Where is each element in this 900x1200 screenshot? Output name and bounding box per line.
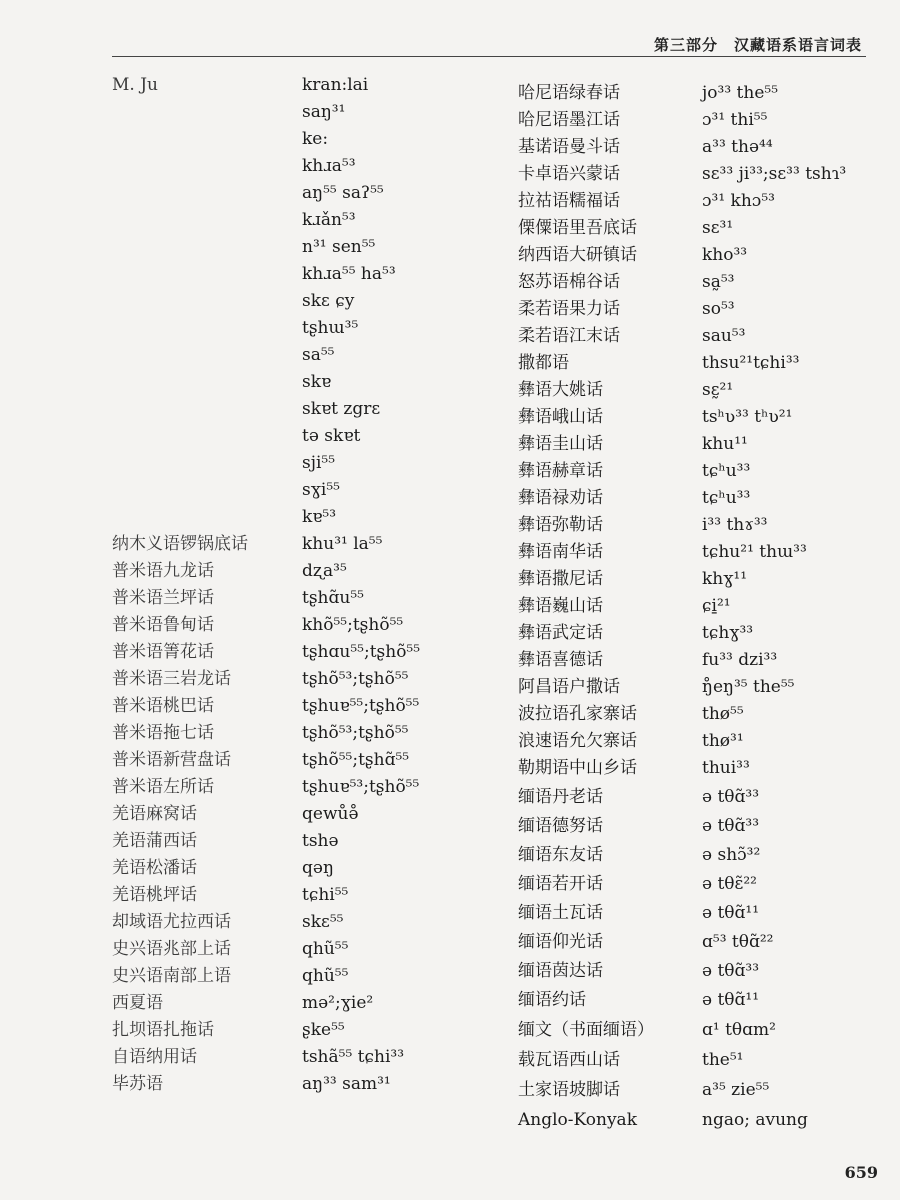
- word-form: ə shɔ̃³²: [702, 845, 761, 865]
- list-item: [112, 234, 512, 261]
- list-item: [112, 693, 512, 720]
- language-name: 彝语峨山话: [518, 407, 603, 427]
- word-form: khõ⁵⁵;tʂhõ⁵⁵: [302, 615, 404, 635]
- word-form: a³³ thə⁴⁴: [702, 137, 773, 157]
- list-item: [514, 161, 900, 188]
- list-item: [514, 842, 900, 869]
- language-name: 普米语鲁甸话: [112, 615, 214, 635]
- word-form: sji⁵⁵: [302, 453, 336, 473]
- language-name: M. Ju: [112, 75, 158, 95]
- word-form: thsu²¹tɕhi³³: [702, 353, 800, 373]
- language-name: 阿昌语户撒话: [518, 677, 620, 697]
- list-item: [514, 458, 900, 485]
- list-item: [514, 350, 900, 377]
- list-item: [112, 909, 512, 936]
- list-item: [112, 990, 512, 1017]
- word-form: n³¹ sen⁵⁵: [302, 237, 376, 257]
- word-form: ŋ̊eŋ³⁵ the⁵⁵: [702, 677, 795, 697]
- language-name: 彝语撒尼话: [518, 569, 603, 589]
- word-form: tʂhuɐ⁵⁵;tʂhõ⁵⁵: [302, 696, 420, 716]
- language-name: 缅语土瓦话: [518, 903, 603, 923]
- list-item: [112, 801, 512, 828]
- running-header: [0, 0, 900, 62]
- list-item: [514, 784, 900, 811]
- word-form: thø⁵⁵: [702, 704, 744, 724]
- language-name: 载瓦语西山话: [518, 1050, 620, 1070]
- word-form: the⁵¹: [702, 1050, 744, 1070]
- list-item: [112, 882, 512, 909]
- list-item: [112, 774, 512, 801]
- language-name: 普米语三岩龙话: [112, 669, 231, 689]
- language-name: 羌语桃坪话: [112, 885, 197, 905]
- word-form: ə tθɑ̃³³: [702, 816, 760, 836]
- word-form: tsʰʋ³³ tʰʋ²¹: [702, 407, 793, 427]
- list-item: [112, 72, 512, 99]
- list-item: [514, 701, 900, 728]
- word-form: ə tθɑ̃¹¹: [702, 903, 760, 923]
- language-name: 哈尼语墨江话: [518, 110, 620, 130]
- list-item: [112, 315, 512, 342]
- list-item: [112, 261, 512, 288]
- list-item: [514, 755, 900, 782]
- list-item: [112, 369, 512, 396]
- word-form: tʂhɯ³⁵: [302, 318, 359, 338]
- word-form: ə tθɑ̃³³: [702, 961, 760, 981]
- word-form: thui³³: [702, 758, 750, 778]
- list-item: [112, 936, 512, 963]
- word-form: tɕhu²¹ thɯ³³: [702, 542, 807, 562]
- language-name: 彝语禄劝话: [518, 488, 603, 508]
- word-form: i³³ thɤ³³: [702, 515, 768, 535]
- word-form: tʂhɑu⁵⁵;tʂhõ⁵⁵: [302, 642, 421, 662]
- list-item: [112, 828, 512, 855]
- list-item: [112, 747, 512, 774]
- language-name: 纳木义语锣锅底话: [112, 534, 248, 554]
- word-form: khu³¹ la⁵⁵: [302, 534, 383, 554]
- language-name: 撒都语: [518, 353, 569, 373]
- word-form: ɕi̱²¹: [702, 596, 731, 616]
- list-item: [514, 269, 900, 296]
- list-item: [112, 207, 512, 234]
- list-item: [514, 1077, 900, 1104]
- right-column: [514, 72, 900, 1152]
- list-item: [514, 80, 900, 107]
- language-name: 缅语茵达话: [518, 961, 603, 981]
- word-form: ke:: [302, 129, 329, 149]
- list-item: [514, 674, 900, 701]
- list-item: [514, 296, 900, 323]
- language-name: 彝语南华话: [518, 542, 603, 562]
- page-number: 659: [844, 1163, 878, 1182]
- list-item: [514, 431, 900, 458]
- word-form: so⁵³: [702, 299, 735, 319]
- list-item: [112, 342, 512, 369]
- list-item: [514, 377, 900, 404]
- language-name: 却域语尤拉西话: [112, 912, 231, 932]
- word-form: qewůə̊: [302, 804, 359, 824]
- list-item: [112, 1071, 512, 1098]
- language-name: 普米语拖七话: [112, 723, 214, 743]
- word-form: skɐ: [302, 372, 332, 392]
- language-name: 普米语九龙话: [112, 561, 214, 581]
- word-form: tʂhõ⁵³;tʂhõ⁵⁵: [302, 723, 409, 743]
- word-form: tʂhɑ̃u⁵⁵: [302, 588, 364, 608]
- language-name: 卡卓语兴蒙话: [518, 164, 620, 184]
- list-item: [112, 126, 512, 153]
- word-form: tʂhuɐ⁵³;tʂhõ⁵⁵: [302, 777, 420, 797]
- language-name: 缅语丹老话: [518, 787, 603, 807]
- list-item: [112, 153, 512, 180]
- language-name: 普米语左所话: [112, 777, 214, 797]
- language-name: 羌语松潘话: [112, 858, 197, 878]
- word-form: fu³³ dzi³³: [702, 650, 778, 670]
- language-name: 西夏语: [112, 993, 163, 1013]
- word-form: sɣi⁵⁵: [302, 480, 340, 500]
- list-item: [112, 639, 512, 666]
- language-name: 基诺语曼斗话: [518, 137, 620, 157]
- language-name: 缅语仰光话: [518, 932, 603, 952]
- list-item: [112, 396, 512, 423]
- language-name: 彝语弥勒话: [518, 515, 603, 535]
- word-form: khu¹¹: [702, 434, 748, 454]
- language-name: 羌语蒲西话: [112, 831, 197, 851]
- word-form: kɹǎn⁵³: [302, 210, 356, 230]
- word-form: skɛ⁵⁵: [302, 912, 344, 932]
- word-form: qhũ⁵⁵: [302, 966, 349, 986]
- list-item: [514, 1107, 900, 1134]
- word-form: tshã⁵⁵ tɕhi³³: [302, 1047, 405, 1067]
- list-item: [112, 504, 512, 531]
- list-item: [514, 188, 900, 215]
- list-item: [514, 987, 900, 1014]
- list-item: [112, 855, 512, 882]
- word-form: tɕʰu³³: [702, 488, 751, 508]
- language-name: 柔若语果力话: [518, 299, 620, 319]
- word-form: aŋ³³ sam³¹: [302, 1074, 391, 1094]
- word-form: jo³³ the⁵⁵: [702, 83, 779, 103]
- list-item: [514, 1047, 900, 1074]
- word-form: ɔ³¹ khɔ⁵³: [702, 191, 775, 211]
- word-form: sɛ³³ ji³³;sɛ³³ tshɿ³: [702, 164, 847, 184]
- list-item: [112, 666, 512, 693]
- word-form: khɣ¹¹: [702, 569, 748, 589]
- word-form: ə tθɛ̃²²: [702, 874, 757, 894]
- list-item: [112, 180, 512, 207]
- list-item: [112, 477, 512, 504]
- list-item: [112, 612, 512, 639]
- word-form: dʐa³⁵: [302, 561, 347, 581]
- list-item: [112, 585, 512, 612]
- language-name: 傈僳语里吾底话: [518, 218, 637, 238]
- list-item: [514, 958, 900, 985]
- list-item: [514, 323, 900, 350]
- word-form: tʂhõ⁵⁵;tʂhɑ̃⁵⁵: [302, 750, 410, 770]
- list-item: [514, 813, 900, 840]
- language-name: 缅语若开话: [518, 874, 603, 894]
- word-form: tɕhi⁵⁵: [302, 885, 349, 905]
- word-form: sa̰⁵³: [702, 272, 735, 292]
- language-name: 波拉语孔家寨话: [518, 704, 637, 724]
- word-form: khɹa⁵³: [302, 156, 356, 176]
- word-form: khɹa⁵⁵ ha⁵³: [302, 264, 396, 284]
- word-form: skɛ ɕy: [302, 291, 355, 311]
- language-name: 彝语喜德话: [518, 650, 603, 670]
- word-form: thø³¹: [702, 731, 744, 751]
- list-item: [112, 558, 512, 585]
- language-name: 普米语新营盘话: [112, 750, 231, 770]
- list-item: [514, 871, 900, 898]
- language-name: 彝语大姚话: [518, 380, 603, 400]
- list-item: [514, 107, 900, 134]
- word-form: ə tθɑ̃¹¹: [702, 990, 760, 1010]
- word-form: kɐ⁵³: [302, 507, 337, 527]
- language-name: 自语纳用话: [112, 1047, 197, 1067]
- list-item: [514, 539, 900, 566]
- language-name: 彝语圭山话: [518, 434, 603, 454]
- language-name: 普米语兰坪话: [112, 588, 214, 608]
- list-item: [514, 900, 900, 927]
- word-form: tɕʰu³³: [702, 461, 751, 481]
- word-form: qhũ⁵⁵: [302, 939, 349, 959]
- language-name: 史兴语兆部上话: [112, 939, 231, 959]
- language-name: 拉祜语糯福话: [518, 191, 620, 211]
- language-name: 哈尼语绿春话: [518, 83, 620, 103]
- list-item: [112, 531, 512, 558]
- language-name: 史兴语南部上语: [112, 966, 231, 986]
- list-item: [514, 929, 900, 956]
- list-item: [112, 423, 512, 450]
- word-form: tɕhɣ³³: [702, 623, 754, 643]
- list-item: [112, 288, 512, 315]
- word-form: kran:lai: [302, 75, 369, 95]
- list-item: [112, 963, 512, 990]
- language-name: 浪速语允欠寨话: [518, 731, 637, 751]
- language-name: 普米语桃巴话: [112, 696, 214, 716]
- language-name: Anglo-Konyak: [518, 1110, 637, 1130]
- list-item: [112, 450, 512, 477]
- list-item: [514, 566, 900, 593]
- list-item: [112, 1044, 512, 1071]
- header-rule: [112, 56, 866, 57]
- running-header-title: 第三部分 汉藏语系语言词表: [653, 36, 862, 54]
- list-item: [112, 99, 512, 126]
- word-form: sɛ³¹: [702, 218, 734, 238]
- word-form: kho³³: [702, 245, 748, 265]
- word-form: sau⁵³: [702, 326, 746, 346]
- list-item: [514, 485, 900, 512]
- word-form: ɑ¹ tθɑm²: [702, 1020, 776, 1040]
- list-item: [514, 620, 900, 647]
- word-form: tshə: [302, 831, 339, 851]
- language-name: 普米语箐花话: [112, 642, 214, 662]
- word-form: a³⁵ zie⁵⁵: [702, 1080, 770, 1100]
- language-name: 怒苏语棉谷话: [518, 272, 620, 292]
- list-item: [514, 593, 900, 620]
- word-form: qəŋ: [302, 858, 334, 878]
- word-form: sa⁵⁵: [302, 345, 335, 365]
- word-form: mə²;ɣie²: [302, 993, 374, 1013]
- language-name: 彝语赫章话: [518, 461, 603, 481]
- word-form: ɑ⁵³ tθɑ̃²²: [702, 932, 774, 952]
- language-name: 毕苏语: [112, 1074, 163, 1094]
- word-form: skɐt zgrɛ: [302, 399, 381, 419]
- list-item: [514, 215, 900, 242]
- left-column: [112, 72, 512, 1152]
- list-item: [514, 1017, 900, 1044]
- language-name: 彝语武定话: [518, 623, 603, 643]
- word-form: tə skɐt: [302, 426, 361, 446]
- word-form: tʂhõ⁵³;tʂhõ⁵⁵: [302, 669, 409, 689]
- word-form: ə tθɑ̃³³: [702, 787, 760, 807]
- language-name: 扎坝语扎拖话: [112, 1020, 214, 1040]
- word-form: sɛ̰²¹: [702, 380, 734, 400]
- language-name: 彝语巍山话: [518, 596, 603, 616]
- list-item: [514, 242, 900, 269]
- list-item: [514, 134, 900, 161]
- word-form: ʂke⁵⁵: [302, 1020, 345, 1040]
- language-name: 缅语德努话: [518, 816, 603, 836]
- word-form: aŋ⁵⁵ saʔ⁵⁵: [302, 183, 384, 203]
- list-item: [112, 1017, 512, 1044]
- language-name: 勒期语中山乡话: [518, 758, 637, 778]
- list-item: [112, 720, 512, 747]
- list-item: [514, 647, 900, 674]
- word-form: ɔ³¹ thi⁵⁵: [702, 110, 768, 130]
- list-item: [514, 404, 900, 431]
- language-name: 缅语约话: [518, 990, 586, 1010]
- language-name: 土家语坡脚话: [518, 1080, 620, 1100]
- list-item: [514, 728, 900, 755]
- language-name: 纳西语大研镇话: [518, 245, 637, 265]
- word-form: ngao; avung: [702, 1110, 808, 1130]
- language-name: 缅语东友话: [518, 845, 603, 865]
- word-form: saŋ³¹: [302, 102, 346, 122]
- language-name: 羌语麻窝话: [112, 804, 197, 824]
- language-name: 缅文（书面缅语）: [518, 1020, 654, 1040]
- list-item: [514, 512, 900, 539]
- language-name: 柔若语江末话: [518, 326, 620, 346]
